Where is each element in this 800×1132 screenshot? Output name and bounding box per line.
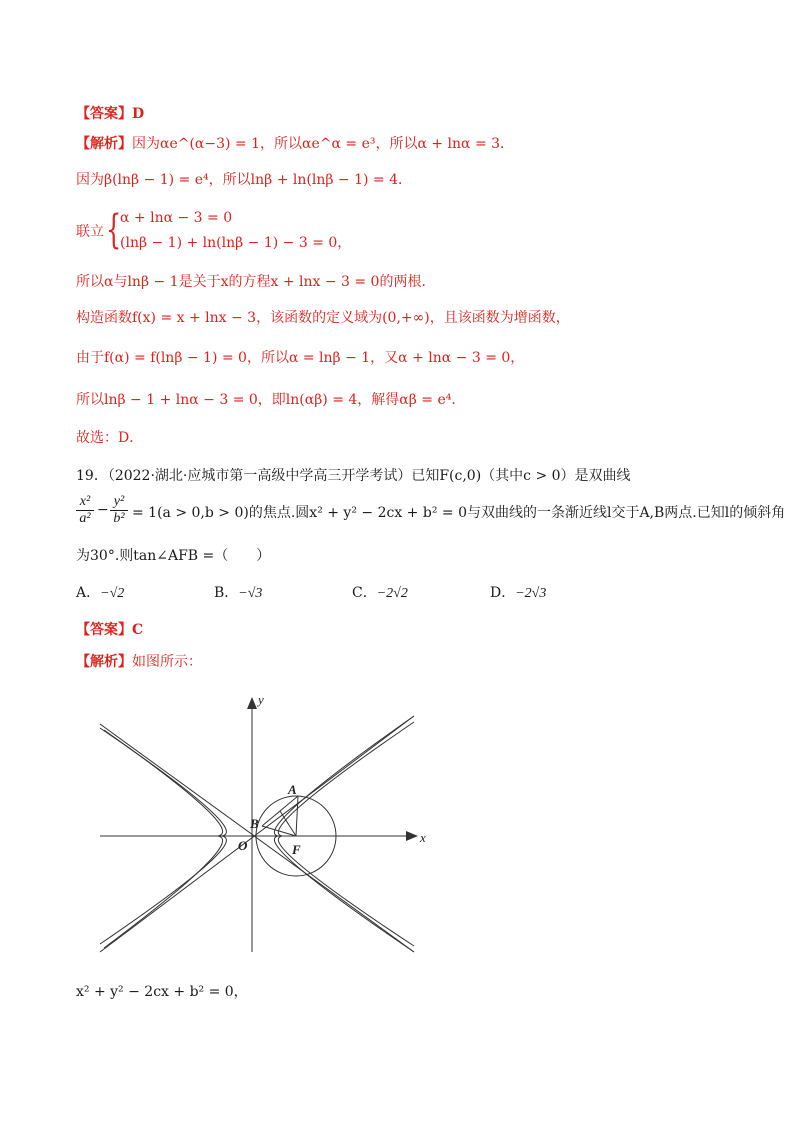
answer-heading-1 (76, 104, 144, 124)
question-19-stem-line-1: 19．（2022·湖北·应城市第一高级中学高三开学考试）已知F(c,0)（其中c > 0）是双曲线 (76, 468, 631, 484)
frac-y-numerator: y² (113, 494, 125, 509)
analysis-text: 如图所示： (132, 654, 202, 670)
answer-value: C (132, 622, 144, 638)
point-f-label: F (292, 842, 301, 857)
hyperbola-left-branch-outer (100, 728, 226, 944)
left-brace: { (106, 207, 122, 253)
answer-label: 【答案】 (76, 106, 132, 122)
frac-x-numerator: x² (79, 494, 91, 509)
analysis-line-4: 所以α与lnβ − 1是关于x的方程x + lnx − 3 = 0的两根． (76, 274, 436, 290)
hyperbola-right-branch-outer (278, 722, 414, 946)
analysis-line-5: 构造函数f(x) = x + lnx − 3，该函数的定义域为(0,+∞)，且该函数为增函数， (76, 310, 570, 326)
asymptote-1 (100, 724, 414, 952)
option-c-key: C． (352, 585, 377, 601)
frac-b-denominator: b² (113, 511, 125, 526)
answer-heading-2 (76, 620, 143, 640)
analysis-line-6: 由于f(α) = f(lnβ − 1) = 0，所以α = lnβ − 1，又α + lnα − 3 = 0， (76, 350, 525, 366)
analysis-line-q19 (76, 652, 202, 672)
question-19-stem-line-3: 为30°.则tan∠AFB =（ ） (76, 548, 271, 564)
analysis-line-1 (76, 134, 514, 154)
y-axis-label: y (258, 692, 264, 707)
point-b-label: B (250, 816, 259, 831)
option-b-key: B． (214, 585, 239, 601)
analysis-line-7: 所以lnβ − 1 + lnα − 3 = 0，即ln(αβ) = 4，解得αβ = e⁴． (76, 392, 466, 408)
answer-value: D (132, 106, 145, 122)
hyperbola-left-branch-inner (104, 730, 223, 948)
segment-fa (296, 796, 298, 836)
answer-label: 【答案】 (76, 622, 132, 638)
hyperbola-right-branch-inner (274, 716, 414, 952)
option-a (76, 582, 124, 602)
analysis-conclusion: 故选：D． (76, 430, 144, 446)
system-equation-2: (lnβ − 1) + ln(lnβ − 1) − 3 = 0， (120, 235, 352, 251)
option-d-value: −2√3 (515, 586, 547, 601)
option-d (490, 582, 546, 602)
segment-ab (262, 796, 298, 826)
analysis-label: 【解析】 (76, 136, 132, 152)
point-a-label: A (288, 782, 297, 797)
option-b-value: −√3 (238, 586, 263, 601)
y-axis-arrow (247, 697, 257, 709)
origin-label: O (238, 838, 248, 853)
circle (256, 796, 336, 876)
circle-equation-line: x² + y² − 2cx + b² = 0， (76, 984, 248, 1000)
asymptote-2 (100, 716, 414, 952)
option-c-value: −2√2 (376, 586, 408, 601)
option-a-key: A． (76, 585, 101, 601)
frac-a-denominator: a² (79, 511, 91, 526)
minus-sign: − (97, 502, 109, 518)
analysis-text: 因为αe^(α−3) = 1，所以αe^α = e³，所以α + lnα = 3． (132, 136, 515, 152)
question-19-stem-line-2: = 1(a > 0,b > 0)的焦点.圆x² + y² − 2cx + b² = 0与双曲线的一条渐近线l交于A,B两点.已知l的倾斜角 (132, 505, 786, 521)
option-b (214, 582, 262, 602)
option-a-value: −√2 (100, 586, 125, 601)
option-c (352, 582, 408, 602)
x-axis-label: x (420, 830, 426, 845)
option-d-key: D． (490, 585, 516, 601)
analysis-line-2: 因为β(lnβ − 1) = e⁴，所以lnβ + ln(lnβ − 1) = 4． (76, 172, 412, 188)
system-label: 联立 (76, 224, 104, 240)
system-equation-1: α + lnα − 3 = 0 (120, 210, 233, 226)
segment-f-mid (280, 811, 296, 836)
x-axis-arrow (406, 831, 418, 841)
analysis-label: 【解析】 (76, 654, 132, 670)
segment-fb (262, 826, 296, 836)
